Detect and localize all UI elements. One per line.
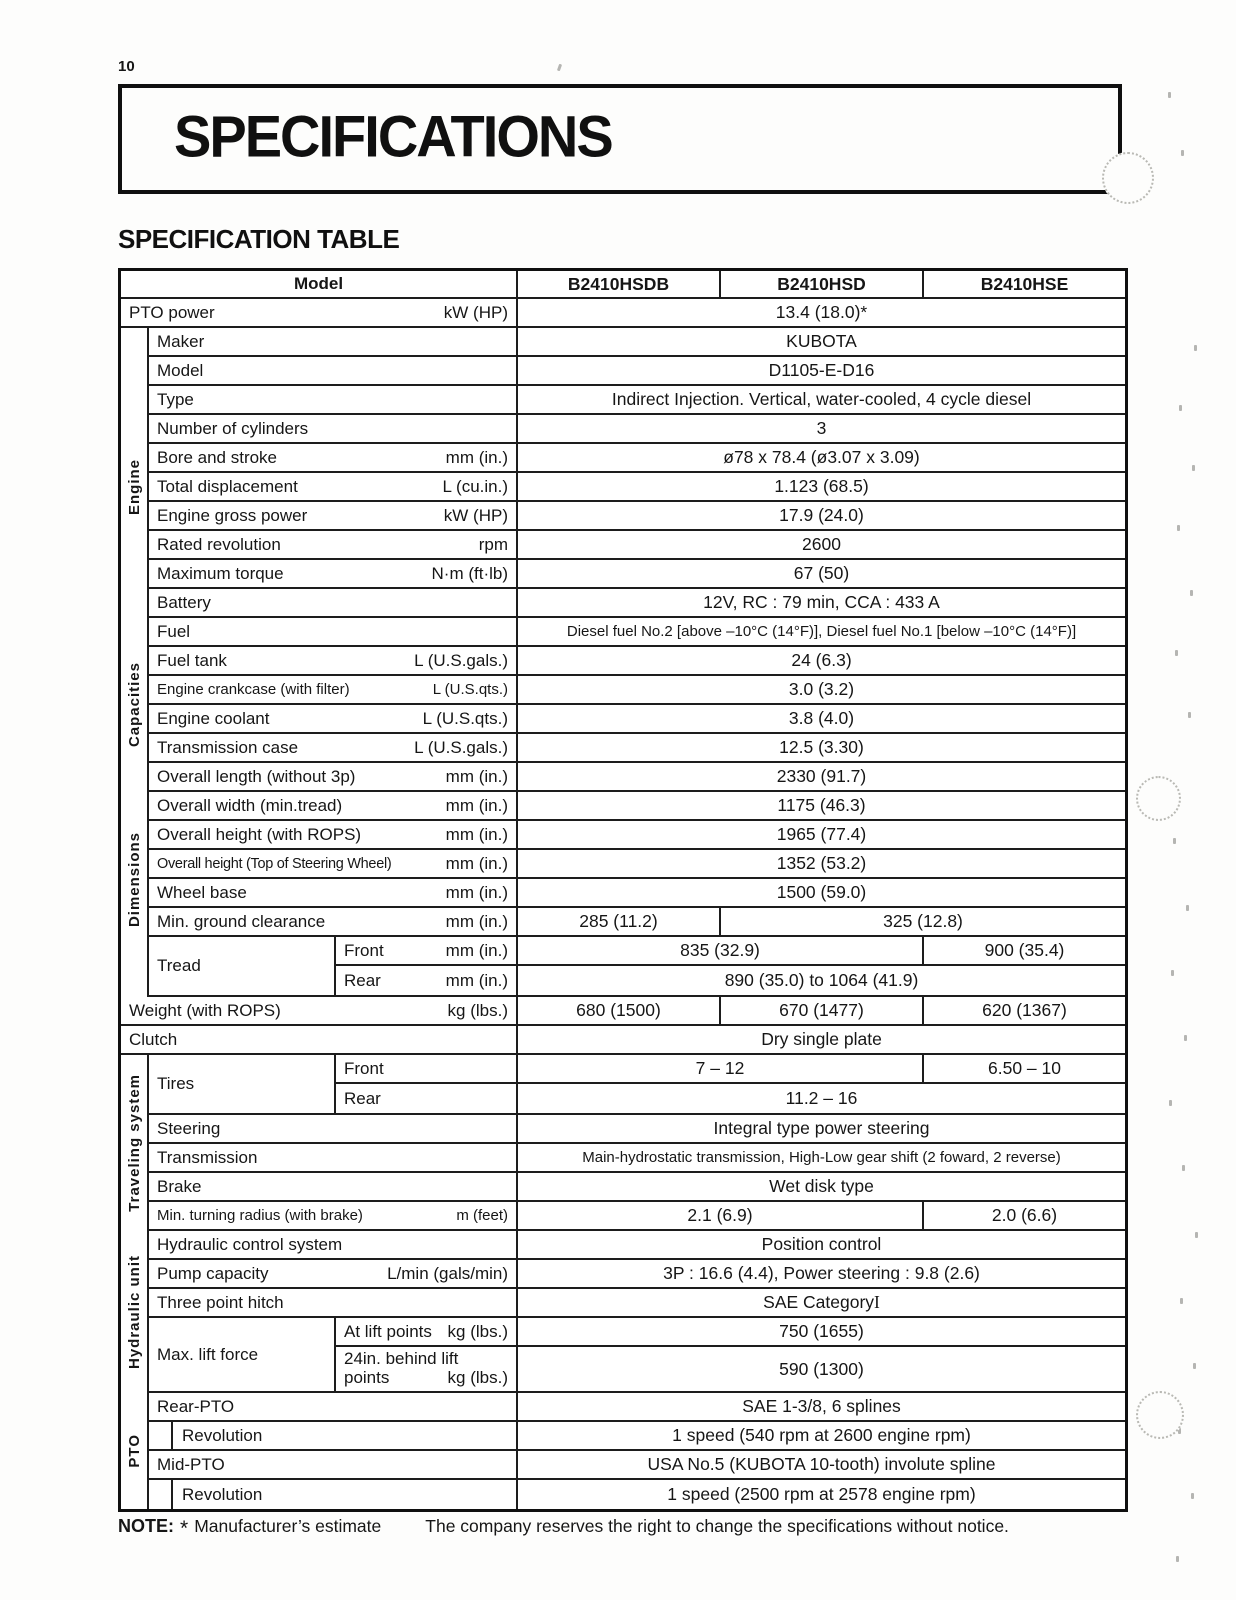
spec-row-label-cell xyxy=(149,589,518,616)
spec-value: 285 (11.2) xyxy=(518,908,721,935)
spec-unit: mm (in.) xyxy=(445,853,508,873)
spec-unit: m (feet) xyxy=(456,1207,508,1224)
spec-row-label-cell xyxy=(149,1451,518,1478)
spec-row-steering xyxy=(149,1115,1125,1144)
page-title: SPECIFICATIONS xyxy=(174,103,612,170)
spec-value: 835 (32.9) xyxy=(518,937,924,964)
page-number: 10 xyxy=(118,58,135,75)
spec-unit: L/min (gals/min) xyxy=(387,1263,508,1283)
spec-value: 2330 (91.7) xyxy=(776,766,867,786)
scan-speck xyxy=(1171,970,1174,976)
scan-speck xyxy=(1169,1100,1172,1106)
table-section-dimensions xyxy=(121,763,1125,997)
spec-unit: mm (in.) xyxy=(445,795,508,815)
spec-row-total-displacement xyxy=(149,473,1125,502)
spec-row-min-turning-radius-with-brake xyxy=(149,1202,1125,1231)
spec-row-model xyxy=(149,357,1125,386)
spec-value: 12V, RC : 79 min, CCA : 433 A xyxy=(703,592,940,612)
specification-table xyxy=(118,268,1128,1512)
header-col-b2410hse: B2410HSE xyxy=(980,273,1069,294)
section-rows xyxy=(149,1055,1125,1231)
spec-label: Type xyxy=(157,389,194,409)
spec-row-label-cell xyxy=(149,328,518,355)
spec-subrow-at-lift-points xyxy=(336,1318,1125,1347)
spec-row-engine-crankcase-with-filter xyxy=(149,676,1125,705)
spec-unit: kg (lbs.) xyxy=(447,1368,508,1387)
section-rows xyxy=(149,1393,1125,1509)
section-label-capacities xyxy=(121,647,149,763)
spec-label: Clutch xyxy=(129,1029,178,1049)
spec-label: Revolution xyxy=(182,1484,263,1504)
spec-value: 2.1 (6.9) xyxy=(518,1202,924,1229)
section-rows xyxy=(149,763,1125,997)
scan-speck xyxy=(1180,1298,1183,1304)
spec-group-tires xyxy=(149,1055,1125,1115)
scan-speck xyxy=(1179,405,1182,411)
spec-row-label-cell xyxy=(149,473,518,500)
spec-sublabel-cell xyxy=(336,937,518,964)
note-text-estimate: Manufacturer’s estimate xyxy=(194,1516,382,1536)
spec-row-label-cell xyxy=(149,618,518,645)
spec-subrow-front xyxy=(336,937,1125,966)
section-vertical-label: Traveling system xyxy=(125,1074,143,1212)
spec-row-hydraulic-control-system xyxy=(149,1231,1125,1260)
scan-speck xyxy=(1184,1035,1187,1041)
spec-row-transmission-case xyxy=(149,734,1125,763)
spec-sublabel: Rear xyxy=(344,1088,381,1108)
spec-unit: mm (in.) xyxy=(445,970,508,990)
spec-label: Min. turning radius (with brake) xyxy=(157,1207,363,1224)
spec-row-overall-height-with-rops xyxy=(149,821,1125,850)
spec-unit: kg (lbs.) xyxy=(447,1000,508,1020)
note-asterisk: * xyxy=(180,1517,189,1540)
spec-label: Transmission case xyxy=(157,737,299,757)
table-section-pto xyxy=(121,1393,1125,1509)
spec-unit: mm (in.) xyxy=(445,824,508,844)
spec-label: Rated revolution xyxy=(157,534,281,554)
spec-unit: kW (HP) xyxy=(443,505,508,525)
header-col-b2410hsdb: B2410HSDB xyxy=(518,271,721,297)
spec-value: Main-hydrostatic transmission, High-Low gear shift (2 foward, 2 reverse) xyxy=(582,1149,1061,1166)
section-rows xyxy=(149,1231,1125,1393)
spec-label: Overall height (with ROPS) xyxy=(157,824,362,844)
spec-value: 3.0 (3.2) xyxy=(788,679,855,699)
spec-row-label-cell xyxy=(149,444,518,471)
spec-value: Wet disk type xyxy=(769,1176,874,1196)
spec-row-overall-width-min-tread xyxy=(149,792,1125,821)
spec-row-label-cell xyxy=(149,705,518,732)
scan-speck xyxy=(1176,1556,1179,1562)
spec-row-fuel xyxy=(149,618,1125,647)
spec-row-label-cell xyxy=(149,386,518,413)
spec-value: USA No.5 (KUBOTA 10-tooth) involute spline xyxy=(647,1454,996,1474)
spec-value: SAE 1-3/8, 6 splines xyxy=(742,1396,901,1416)
spec-value: SAE Category I xyxy=(763,1292,880,1312)
spec-unit: N·m (ft·lb) xyxy=(431,563,508,583)
spec-row-label-cell xyxy=(149,1393,518,1420)
spec-value: 680 (1500) xyxy=(518,997,721,1024)
punch-hole-artifact xyxy=(1136,776,1181,821)
header-col-b2410hsd: B2410HSD xyxy=(721,271,924,297)
spec-row-label-cell xyxy=(121,299,518,326)
table-body xyxy=(121,299,1125,1509)
spec-label: Min. ground clearance xyxy=(157,911,326,931)
spec-row-label-cell xyxy=(149,792,518,819)
spec-subrow-24in-behind-lift-points xyxy=(336,1347,1125,1391)
spec-unit: rpm xyxy=(478,534,508,554)
spec-row-weight-with-rops xyxy=(121,997,1125,1026)
spec-sublabel-cell xyxy=(336,1084,518,1113)
spec-row-revolution xyxy=(149,1422,1125,1451)
spec-row-label-cell xyxy=(149,1144,518,1171)
spec-row-engine-coolant xyxy=(149,705,1125,734)
spec-row-label-cell xyxy=(149,763,518,790)
spec-row-label-cell xyxy=(121,997,518,1024)
spec-value: 17.9 (24.0) xyxy=(779,505,864,525)
spec-label: Weight (with ROPS) xyxy=(129,1000,281,1020)
spec-row-label-cell xyxy=(121,1026,518,1053)
punch-hole-artifact xyxy=(1136,1391,1184,1439)
spec-value: 12.5 (3.30) xyxy=(779,737,864,757)
spec-label: Revolution xyxy=(182,1425,263,1445)
spec-label: Bore and stroke xyxy=(157,447,278,467)
section-label-dimensions xyxy=(121,763,149,997)
spec-value: D1105-E-D16 xyxy=(768,360,875,380)
scan-speck xyxy=(557,64,562,72)
spec-label: Rear-PTO xyxy=(157,1396,235,1416)
section-label-hydraulic-unit xyxy=(121,1231,149,1393)
punch-hole-artifact xyxy=(1102,152,1154,204)
section-label-pto xyxy=(121,1393,149,1509)
spec-row-maximum-torque xyxy=(149,560,1125,589)
spec-row-label-cell xyxy=(149,1115,518,1142)
spec-value: Diesel fuel No.2 [above –10°C (14°F)], Diesel fuel No.1 [below –10°C (14°F)] xyxy=(566,623,1077,640)
spec-label: Steering xyxy=(157,1118,221,1138)
spec-row-label-cell xyxy=(149,850,518,877)
spec-value: 24 (6.3) xyxy=(791,650,852,670)
spec-row-label-cell xyxy=(149,357,518,384)
spec-row-overall-length-without-3p xyxy=(149,763,1125,792)
spec-label: Maximum torque xyxy=(157,563,284,583)
nested-label-box xyxy=(171,1422,516,1449)
sublabel-line2 xyxy=(344,1369,508,1388)
scan-speck xyxy=(1175,650,1178,656)
spec-value: 6.50 – 10 xyxy=(988,1058,1061,1078)
spec-unit: L (U.S.qts.) xyxy=(422,708,508,728)
spec-row-label-cell xyxy=(149,879,518,906)
spec-label: Total displacement xyxy=(157,476,298,496)
spec-value: 1 speed (540 rpm at 2600 engine rpm) xyxy=(672,1425,971,1445)
table-section-capacities xyxy=(121,647,1125,763)
spec-row-fuel-tank xyxy=(149,647,1125,676)
spec-value: 1965 (77.4) xyxy=(776,824,867,844)
spec-value: 900 (35.4) xyxy=(984,940,1065,960)
spec-row-revolution xyxy=(149,1480,1125,1509)
spec-value: Position control xyxy=(761,1234,882,1254)
spec-row-label-cell xyxy=(149,1173,518,1200)
spec-row-label-cell xyxy=(149,1260,518,1287)
spec-label: Maker xyxy=(157,331,205,351)
spec-group-label: Max. lift force xyxy=(149,1318,336,1391)
scan-speck xyxy=(1192,465,1195,471)
spec-row-label-cell xyxy=(149,560,518,587)
spec-row-label-cell xyxy=(149,1202,518,1229)
spec-unit: L (cu.in.) xyxy=(442,476,508,496)
spec-value: ø78 x 78.4 (ø3.07 x 3.09) xyxy=(723,447,920,467)
spec-row-brake xyxy=(149,1173,1125,1202)
spec-unit: mm (in.) xyxy=(445,911,508,931)
spec-row-label-cell xyxy=(149,647,518,674)
spec-unit: L (U.S.gals.) xyxy=(414,650,508,670)
spec-row-label-cell xyxy=(149,734,518,761)
scan-speck xyxy=(1194,345,1197,351)
spec-label: Fuel xyxy=(157,621,191,641)
sublabel-text: points xyxy=(344,1368,390,1387)
spec-sublabel: At lift points xyxy=(344,1321,432,1341)
spec-label: Model xyxy=(157,360,204,380)
spec-row-mid-pto xyxy=(149,1451,1125,1480)
spec-unit: mm (in.) xyxy=(445,882,508,902)
spec-value: 3 xyxy=(816,418,827,438)
scan-speck xyxy=(1186,905,1189,911)
spec-subrow-rear xyxy=(336,1084,1125,1113)
spec-row-number-of-cylinders xyxy=(149,415,1125,444)
spec-unit: L (U.S.qts.) xyxy=(432,681,508,698)
table-section-weight-clutch xyxy=(121,997,1125,1055)
spec-label: Hydraulic control system xyxy=(157,1234,343,1254)
spec-value: 750 (1655) xyxy=(779,1321,864,1341)
section-label-engine xyxy=(121,328,149,647)
spec-value: 3.8 (4.0) xyxy=(788,708,855,728)
spec-label: Wheel base xyxy=(157,882,247,902)
spec-value: 890 (35.0) to 1064 (41.9) xyxy=(724,970,919,990)
spec-sublabel-cell xyxy=(336,1347,518,1391)
spec-value: 1175 (46.3) xyxy=(777,795,866,815)
spec-value: 11.2 – 16 xyxy=(785,1088,858,1108)
note-text-rights: The company reserves the right to change the specifications without notice. xyxy=(425,1516,1009,1536)
spec-value: 7 – 12 xyxy=(518,1055,924,1082)
spec-unit: mm (in.) xyxy=(445,940,508,960)
spec-subrow-rear xyxy=(336,966,1125,995)
spec-label: Fuel tank xyxy=(157,650,227,670)
spec-label: Pump capacity xyxy=(157,1263,269,1283)
spec-label: Brake xyxy=(157,1176,202,1196)
spec-label: Overall height (Top of Steering Wheel) xyxy=(157,855,392,872)
spec-row-label-cell xyxy=(149,415,518,442)
table-section-pto-power xyxy=(121,299,1125,328)
section-vertical-label: Engine xyxy=(125,459,143,516)
spec-value: 670 (1477) xyxy=(721,997,924,1024)
scan-speck xyxy=(1195,1232,1198,1238)
spec-label: Engine crankcase (with filter) xyxy=(157,681,350,698)
spec-row-label-cell xyxy=(149,531,518,558)
scan-speck xyxy=(1191,1493,1194,1499)
footer-note xyxy=(118,1516,1168,1540)
spec-unit: mm (in.) xyxy=(445,447,508,467)
note-label: NOTE: xyxy=(118,1516,174,1536)
spec-row-clutch xyxy=(121,1026,1125,1055)
title-box xyxy=(118,84,1122,194)
spec-value: 590 (1300) xyxy=(779,1358,864,1379)
spec-row-label-cell xyxy=(149,1289,518,1316)
scan-speck xyxy=(1190,590,1193,596)
scan-speck xyxy=(1173,838,1176,844)
spec-row-rated-revolution xyxy=(149,531,1125,560)
spec-row-type xyxy=(149,386,1125,415)
section-rows xyxy=(149,328,1125,647)
section-rows xyxy=(121,299,1125,328)
spec-row-overall-height-top-of-steering-wheel xyxy=(149,850,1125,879)
section-rows xyxy=(121,997,1125,1055)
scan-speck xyxy=(1182,1165,1185,1171)
spec-row-wheel-base xyxy=(149,879,1125,908)
spec-value: 13.4 (18.0)* xyxy=(775,302,868,322)
spec-sublabel-cell xyxy=(336,1055,518,1082)
scan-speck xyxy=(1177,525,1180,531)
section-vertical-label: Hydraulic unit xyxy=(125,1254,143,1369)
spec-value: 1 speed (2500 rpm at 2578 engine rpm) xyxy=(667,1484,976,1504)
spec-label: Three point hitch xyxy=(157,1292,284,1312)
spec-unit: L (U.S.gals.) xyxy=(414,737,508,757)
section-vertical-label: Capacities xyxy=(125,662,143,748)
spec-value: 2.0 (6.6) xyxy=(991,1205,1058,1225)
spec-group-subrows xyxy=(336,937,1125,995)
spec-value: 620 (1367) xyxy=(982,1000,1067,1020)
spec-value: 3P : 16.6 (4.4), Power steering : 9.8 (2.6) xyxy=(663,1263,980,1283)
spec-row-maker xyxy=(149,328,1125,357)
spec-subrow-front xyxy=(336,1055,1125,1084)
spec-row-engine-gross-power xyxy=(149,502,1125,531)
spec-value: 325 (12.8) xyxy=(883,911,963,931)
spec-label: Overall width (min.tread) xyxy=(157,795,343,815)
table-heading: SPECIFICATION TABLE xyxy=(118,224,400,254)
spec-label: Overall length (without 3p) xyxy=(157,766,356,786)
spec-value: Dry single plate xyxy=(761,1029,882,1049)
spec-sublabel-cell xyxy=(336,1318,518,1345)
nested-label-box xyxy=(171,1480,516,1509)
table-header-row xyxy=(121,271,1125,299)
header-model-label: Model xyxy=(121,271,518,297)
spec-row-label-cell xyxy=(149,1422,518,1449)
spec-row-label-cell xyxy=(149,908,518,935)
scan-speck xyxy=(1168,92,1171,98)
spec-row-label-cell xyxy=(149,1480,518,1509)
spec-row-transmission xyxy=(149,1144,1125,1173)
spec-group-tread xyxy=(149,937,1125,997)
scan-speck xyxy=(1181,150,1184,156)
spec-sublabel: Front xyxy=(344,1058,384,1078)
spec-label: Number of cylinders xyxy=(157,418,309,438)
table-section-traveling-system xyxy=(121,1055,1125,1231)
spec-group-subrows xyxy=(336,1055,1125,1113)
spec-label: Transmission xyxy=(157,1147,258,1167)
spec-value: 1352 (53.2) xyxy=(776,853,867,873)
table-section-engine xyxy=(121,328,1125,647)
roman-numeral-one: I xyxy=(874,1292,880,1312)
spec-value: Integral type power steering xyxy=(713,1118,930,1138)
spec-row-label-cell xyxy=(149,821,518,848)
spec-value: 1.123 (68.5) xyxy=(774,476,869,496)
spec-row-pump-capacity xyxy=(149,1260,1125,1289)
spec-value: 1500 (59.0) xyxy=(776,882,867,902)
spec-label: Mid-PTO xyxy=(157,1454,225,1474)
section-rows xyxy=(149,647,1125,763)
spec-group-max-lift-force xyxy=(149,1318,1125,1393)
spec-unit: kW (HP) xyxy=(443,302,508,322)
spec-row-pto-power xyxy=(121,299,1125,328)
section-vertical-label: PTO xyxy=(125,1434,143,1468)
spec-row-bore-and-stroke xyxy=(149,444,1125,473)
section-label-traveling-system xyxy=(121,1055,149,1231)
spec-row-rear-pto xyxy=(149,1393,1125,1422)
spec-row-label-cell xyxy=(149,1231,518,1258)
scan-speck xyxy=(1193,1363,1196,1369)
spec-value: Indirect Injection. Vertical, water-cooled, 4 cycle diesel xyxy=(611,389,1032,409)
table-section-hydraulic-unit xyxy=(121,1231,1125,1393)
spec-unit: kg (lbs.) xyxy=(447,1321,508,1341)
spec-value: KUBOTA xyxy=(786,331,857,351)
spec-row-battery xyxy=(149,589,1125,618)
spec-sublabel: Front xyxy=(344,940,384,960)
spec-value: 67 (50) xyxy=(793,563,850,583)
spec-sublabel: Rear xyxy=(344,970,381,990)
spec-value: 2600 xyxy=(802,534,841,554)
spec-label: Engine coolant xyxy=(157,708,270,728)
spec-unit: mm (in.) xyxy=(445,766,508,786)
spec-group-subrows xyxy=(336,1318,1125,1391)
section-vertical-label: Dimensions xyxy=(125,832,143,928)
spec-label: Battery xyxy=(157,592,211,612)
spec-group-label: Tread xyxy=(149,937,336,995)
sublabel-line1: 24in. behind lift xyxy=(344,1349,459,1369)
spec-row-min-ground-clearance xyxy=(149,908,1125,937)
spec-sublabel-cell xyxy=(336,966,518,995)
spec-row-label-cell xyxy=(149,502,518,529)
spec-row-label-cell xyxy=(149,676,518,703)
spec-label: PTO power xyxy=(129,302,215,322)
spec-row-three-point-hitch xyxy=(149,1289,1125,1318)
spec-label: Engine gross power xyxy=(157,505,308,525)
scan-speck xyxy=(1188,712,1191,718)
spec-group-label: Tires xyxy=(149,1055,336,1113)
